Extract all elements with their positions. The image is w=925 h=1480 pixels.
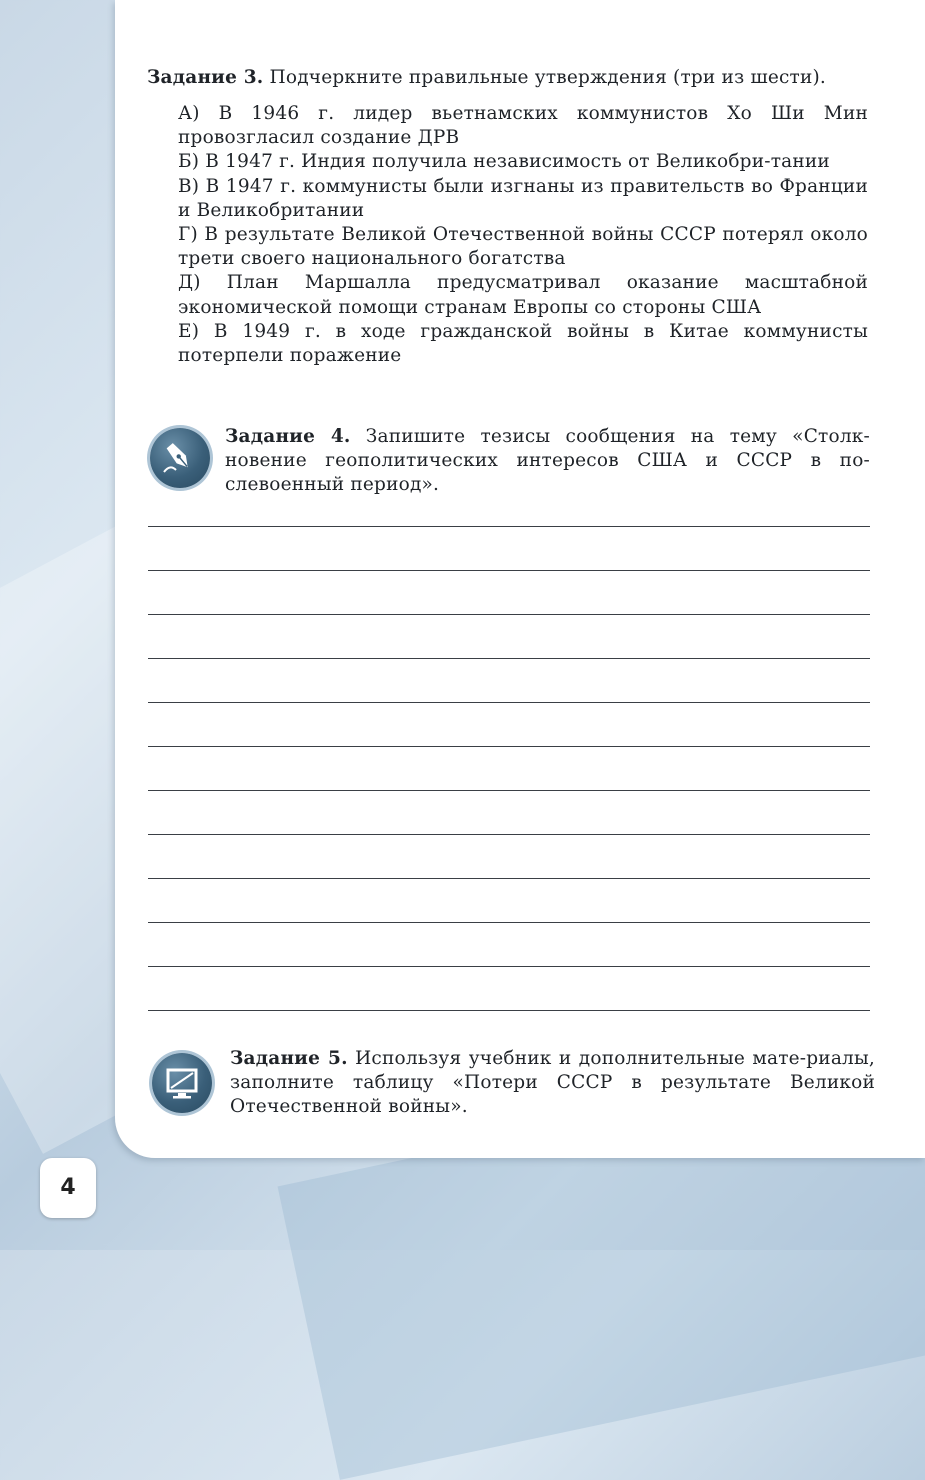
answer-line[interactable] — [148, 614, 870, 615]
task4-label: Задание 4. — [225, 426, 351, 447]
pen-nib-icon — [150, 428, 210, 488]
answer-line[interactable] — [148, 702, 870, 703]
statement-f[interactable]: Е) В 1949 г. в ходе гражданской войны в Китае коммунисты потерпели поражение — [178, 320, 868, 367]
answer-line[interactable] — [148, 658, 870, 659]
monitor-icon — [152, 1053, 212, 1113]
statement-d[interactable]: Г) В результате Великой Отечественной войны СССР потерял около трети своего национального богатства — [178, 224, 868, 270]
answer-line[interactable] — [148, 1010, 870, 1011]
answer-line[interactable] — [148, 790, 870, 791]
answer-line[interactable] — [148, 570, 870, 571]
statement-list — [178, 102, 868, 368]
answer-line[interactable] — [148, 834, 870, 835]
task5-text: Используя учебник и дополнительные мате-риалы, заполните таблицу «Потери СССР в результате Великой Отечественной войны». — [230, 1048, 876, 1117]
answer-line[interactable] — [148, 746, 870, 747]
statement-b[interactable]: Б) В 1947 г. Индия получила независимость от Великобри-тании — [178, 151, 830, 173]
task5-label: Задание 5. — [230, 1048, 348, 1069]
page-number: 4 — [40, 1158, 96, 1218]
answer-line[interactable] — [148, 966, 870, 967]
task3-label: Задание 3. — [147, 67, 264, 88]
task5-heading — [230, 1047, 875, 1119]
answer-line[interactable] — [148, 878, 870, 879]
answer-line[interactable] — [148, 922, 870, 923]
task3-text: Подчеркните правильные утверждения (три из шести). — [263, 67, 827, 88]
task4-heading — [225, 425, 870, 497]
task4-text: Запишите тезисы сообщения на тему «Столк-новение геополитических интересов США и СССР в по-слевоенный период». — [225, 426, 870, 495]
task3-heading — [147, 66, 877, 90]
statement-a[interactable]: А) В 1946 г. лидер вьетнамских коммунистов Хо Ши Мин провозгласил создание ДРВ — [178, 103, 868, 149]
statement-e[interactable]: Д) План Маршалла предусматривал оказание масштабной экономической помощи странам Европы со стороны США — [178, 272, 868, 318]
answer-line[interactable] — [148, 526, 870, 527]
statement-c[interactable]: В) В 1947 г. коммунисты были изгнаны из правительств во Франции и Великобритании — [178, 175, 868, 221]
